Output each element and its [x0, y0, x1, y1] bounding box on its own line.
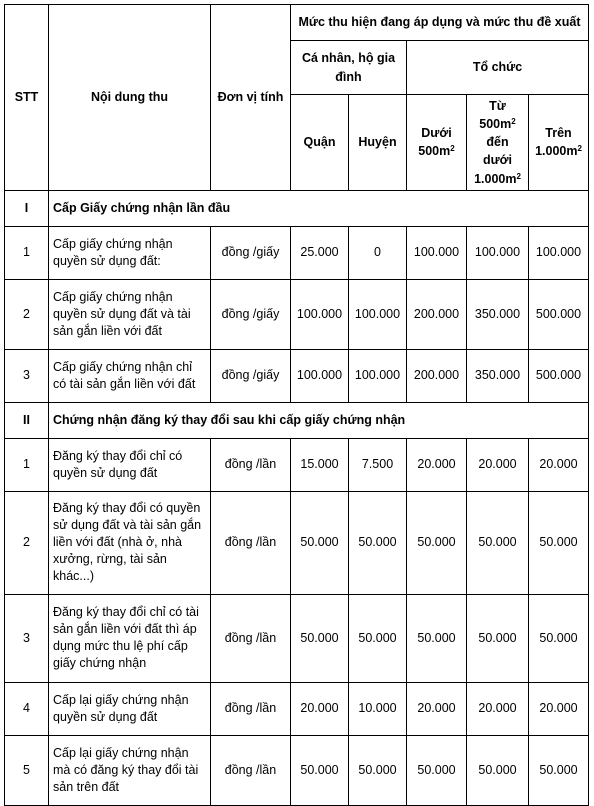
section-row	[5, 190, 589, 226]
value-cell: 50.000	[291, 735, 349, 805]
table-body	[5, 190, 589, 805]
value-cell: 350.000	[467, 349, 529, 402]
value-cell: 15.000	[291, 438, 349, 491]
value-cell: 50.000	[291, 594, 349, 682]
row-content: Cấp giấy chứng nhận chỉ có tài sản gắn liền với đất	[49, 349, 211, 402]
value-cell: 50.000	[407, 735, 467, 805]
value-cell: 50.000	[529, 594, 589, 682]
value-cell: 20.000	[407, 682, 467, 735]
row-stt: 2	[5, 279, 49, 349]
row-stt: 5	[5, 735, 49, 805]
value-cell: 50.000	[529, 491, 589, 594]
value-cell: 50.000	[529, 735, 589, 805]
value-cell: 50.000	[407, 491, 467, 594]
value-cell: 100.000	[349, 349, 407, 402]
section-title: Chứng nhận đăng ký thay đổi sau khi cấp giấy chứng nhận	[49, 402, 589, 438]
value-cell: 20.000	[467, 682, 529, 735]
section-number: II	[5, 402, 49, 438]
value-cell: 100.000	[467, 226, 529, 279]
table-row	[5, 279, 589, 349]
row-content: Cấp giấy chứng nhận quyền sử dụng đất và tài sản gắn liền với đất	[49, 279, 211, 349]
header-500-to-1000: Từ $500m^2$ đến dưới $1.000m^2$	[467, 95, 529, 191]
row-content: Đăng ký thay đổi chỉ có quyền sử dụng đất	[49, 438, 211, 491]
row-content: Đăng ký thay đổi chỉ có tài sản gắn liền với đất thì áp dụng mức thu lệ phí cấp giấy chứng nhận	[49, 594, 211, 682]
header-content: Nội dung thu	[49, 5, 211, 191]
header-over-1000: Trên $1.000m^2$	[529, 95, 589, 191]
value-cell: 350.000	[467, 279, 529, 349]
value-cell: 25.000	[291, 226, 349, 279]
row-unit: đồng /giấy	[211, 349, 291, 402]
value-cell: 100.000	[407, 226, 467, 279]
section-number: I	[5, 190, 49, 226]
header-fee-levels: Mức thu hiện đang áp dụng và mức thu đề xuất	[291, 5, 589, 41]
header-under-500: Dưới $500m^2$	[407, 95, 467, 191]
value-cell: 100.000	[349, 279, 407, 349]
value-cell: 50.000	[349, 594, 407, 682]
row-unit: đồng /lần	[211, 438, 291, 491]
section-title: Cấp Giấy chứng nhận lần đầu	[49, 190, 589, 226]
value-cell: 50.000	[467, 594, 529, 682]
value-cell: 7.500	[349, 438, 407, 491]
row-unit: đồng /lần	[211, 491, 291, 594]
table-row	[5, 491, 589, 594]
fee-table	[4, 4, 589, 806]
row-stt: 2	[5, 491, 49, 594]
value-cell: 200.000	[407, 279, 467, 349]
value-cell: 50.000	[407, 594, 467, 682]
header-district-rural: Huyện	[349, 95, 407, 191]
value-cell: 20.000	[407, 438, 467, 491]
row-content: Cấp lại giấy chứng nhận quyền sử dụng đất	[49, 682, 211, 735]
value-cell: 500.000	[529, 279, 589, 349]
row-stt: 3	[5, 594, 49, 682]
header-organization: Tổ chức	[407, 41, 589, 95]
row-unit: đồng /lần	[211, 735, 291, 805]
header-unit: Đơn vị tính	[211, 5, 291, 191]
value-cell: 50.000	[349, 735, 407, 805]
row-unit: đồng /giấy	[211, 226, 291, 279]
value-cell: 10.000	[349, 682, 407, 735]
value-cell: 100.000	[291, 349, 349, 402]
table-row	[5, 682, 589, 735]
header-individual: Cá nhân, hộ gia đình	[291, 41, 407, 95]
value-cell: 50.000	[291, 491, 349, 594]
row-unit: đồng /lần	[211, 682, 291, 735]
row-stt: 1	[5, 438, 49, 491]
value-cell: 50.000	[467, 735, 529, 805]
value-cell: 200.000	[407, 349, 467, 402]
row-stt: 3	[5, 349, 49, 402]
row-content: Cấp lại giấy chứng nhận mà có đăng ký thay đổi tài sản trên đất	[49, 735, 211, 805]
table-header	[5, 5, 589, 191]
row-unit: đồng /lần	[211, 594, 291, 682]
value-cell: 20.000	[291, 682, 349, 735]
table-row	[5, 594, 589, 682]
value-cell: 20.000	[529, 682, 589, 735]
value-cell: 20.000	[529, 438, 589, 491]
row-content: Đăng ký thay đổi có quyền sử dụng đất và tài sản gắn liền với đất (nhà ở, nhà xưởng, rừng, tài sản khác...)	[49, 491, 211, 594]
table-row	[5, 438, 589, 491]
table-row	[5, 735, 589, 805]
header-district-urban: Quận	[291, 95, 349, 191]
row-content: Cấp giấy chứng nhận quyền sử dụng đất:	[49, 226, 211, 279]
value-cell: 50.000	[349, 491, 407, 594]
value-cell: 20.000	[467, 438, 529, 491]
value-cell: 100.000	[529, 226, 589, 279]
section-row	[5, 402, 589, 438]
value-cell: 50.000	[467, 491, 529, 594]
table-row	[5, 226, 589, 279]
table-row	[5, 349, 589, 402]
row-unit: đồng /giấy	[211, 279, 291, 349]
value-cell: 0	[349, 226, 407, 279]
value-cell: 500.000	[529, 349, 589, 402]
header-stt: STT	[5, 5, 49, 191]
row-stt: 1	[5, 226, 49, 279]
value-cell: 100.000	[291, 279, 349, 349]
row-stt: 4	[5, 682, 49, 735]
